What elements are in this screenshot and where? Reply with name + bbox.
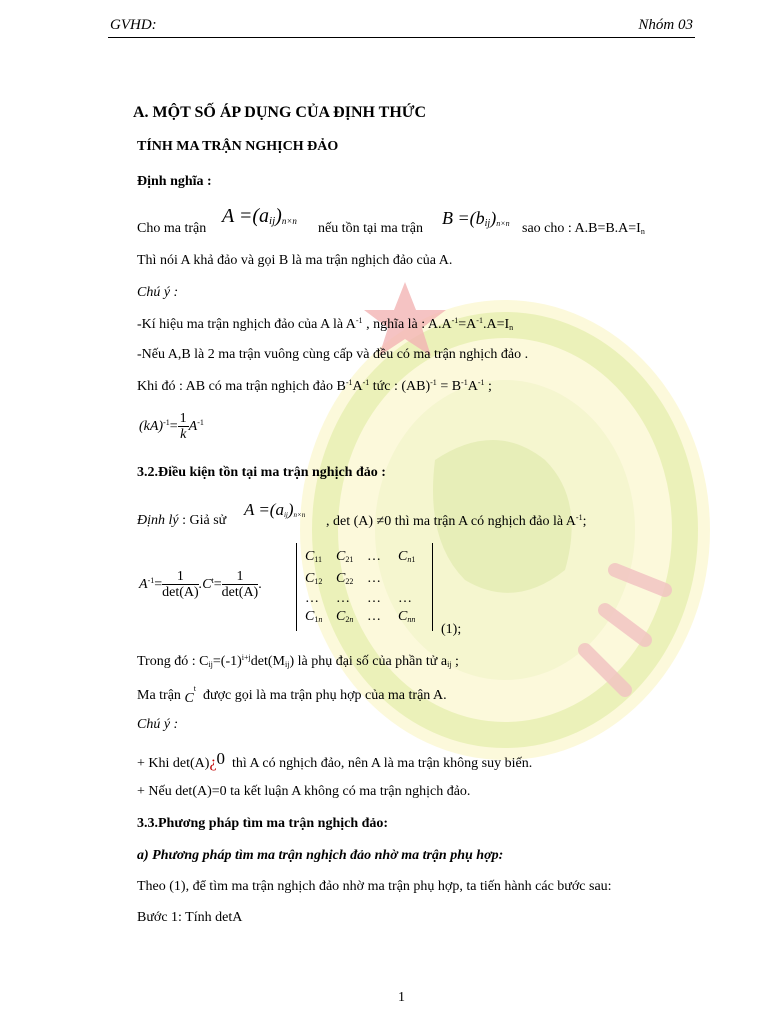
matrix-row-3: [305, 591, 429, 607]
section-33-title: 3.3.Phương pháp tìm ma trận nghịch đảo:: [137, 816, 389, 831]
definition-heading: Định nghĩa :: [137, 174, 212, 189]
header-divider: [108, 37, 695, 38]
note2-line-2: + Nếu det(A)=0 ta kết luận A không có ma trận nghịch đảo.: [137, 784, 471, 799]
matrix-row-2: [305, 571, 429, 587]
formula-a-equals: $A =(a_{ij})_{n\times n}$: [222, 205, 297, 227]
header-gvhd: GVHD:: [110, 17, 157, 33]
matrix-cell: …: [367, 609, 381, 624]
matrix-cell: …: [367, 549, 381, 564]
definition-sao-cho: sao cho : $A.B=B.A=I_n$: [522, 221, 645, 236]
section-33-line-1: Theo (1), để tìm ma trận nghịch đảo nhờ ma trận phụ hợp, ta tiến hành các bước sau:: [137, 879, 612, 894]
note2-heading: Chú ý :: [137, 717, 179, 732]
cofactor-matrix: [296, 543, 433, 631]
equation-label-1: (1);: [441, 622, 462, 637]
formula-ka-inverse: (kA)$^{-1}$= $\frac{1}{k}$ $A^{-1}$: [139, 411, 204, 442]
note1-line-2: -Nếu A,B là 2 ma trận vuông cùng cấp và đều có ma trận nghịch đảo .: [137, 347, 529, 362]
matrix-cell: …: [336, 591, 350, 606]
formula-b-equals: $B =(b_{ij})_{n\times n}$: [442, 208, 510, 229]
note1-heading: Chú ý :: [137, 285, 179, 300]
matrix-cell: $C_{12}$: [305, 571, 323, 586]
matrix-cell: $C_{1n}$: [305, 609, 323, 624]
header-group: Nhóm 03: [638, 17, 693, 33]
section-33-step-1: Bước 1: Tính detA: [137, 910, 243, 925]
definition-neu: nếu tồn tại ma trận: [318, 221, 423, 236]
formula-theorem-a: $A =(a_{ij})_{n\times n}$: [244, 500, 306, 519]
note1-line-1: -Kí hiệu ma trận nghịch đảo của A là $A^{-1}$ , nghĩa là : $A.A^{-1}=A^{-1}.A=I_n$: [137, 316, 514, 332]
matrix-cell: $C_{11}$: [305, 549, 323, 564]
page-number: 1: [398, 990, 405, 1005]
matrix-cell: $C_{2n}$: [336, 609, 354, 624]
matrix-cell: $C_{n1}$: [398, 549, 416, 564]
section-32-title: 3.2.Điều kiện tồn tại ma trận nghịch đảo :: [137, 465, 386, 480]
note2-line-1: + Khi det(A)¿0 thì A có nghịch đảo, nên A là ma trận không suy biến.: [137, 749, 533, 771]
inverse-matrix-subtitle: TÍNH MA TRẬN NGHỊCH ĐẢO: [137, 139, 339, 154]
section-33-subtitle: a) Phương pháp tìm ma trận nghịch đảo nhờ ma trận phụ hợp:: [137, 848, 504, 863]
definition-cho: Cho ma trận: [137, 221, 207, 236]
formula-inverse-adjugate: $A^{-1}=$ $\frac{1}{\det(A)}$ $.C^t=$ $\frac{1}{\det(A)}$ .: [139, 569, 262, 600]
section-a-title: A. MỘT SỐ ÁP DỤNG CỦA ĐỊNH THỨC: [133, 104, 427, 121]
definition-line-2: Thì nói A khả đảo và gọi B là ma trận nghịch đảo của A.: [137, 253, 453, 268]
note1-line-3: Khi đó : AB có ma trận nghịch đảo $B^{-1}A^{-1}$ tức : $(AB)^{-1} = B^{-1}A^{-1}$ ;: [137, 378, 492, 394]
matrix-cell: …: [305, 591, 319, 606]
matrix-cell: …: [367, 591, 381, 606]
matrix-row-1: [305, 549, 429, 565]
matrix-row-4: [305, 609, 429, 625]
matrix-cell: $C_{nn}$: [398, 609, 416, 624]
cofactor-definition: Trong đó : $C_{ij}=(-1)^{i+j}\det(M_{ij})$ là phụ đại số của phần tử $a_{ij}$ ;: [137, 653, 459, 669]
matrix-cell: $C_{22}$: [336, 571, 354, 586]
adjugate-line: Ma trận $C^t$ được gọi là ma trận phụ hợp của ma trận A.: [137, 684, 447, 706]
theorem-line: Định lý : Giả sử: [137, 513, 227, 528]
theorem-condition: , det (A) ≠0 thì ma trận A có nghịch đảo là $A^{-1}$;: [326, 513, 587, 529]
matrix-cell: …: [367, 571, 381, 586]
matrix-cell: …: [398, 591, 412, 606]
matrix-cell: $C_{21}$: [336, 549, 354, 564]
